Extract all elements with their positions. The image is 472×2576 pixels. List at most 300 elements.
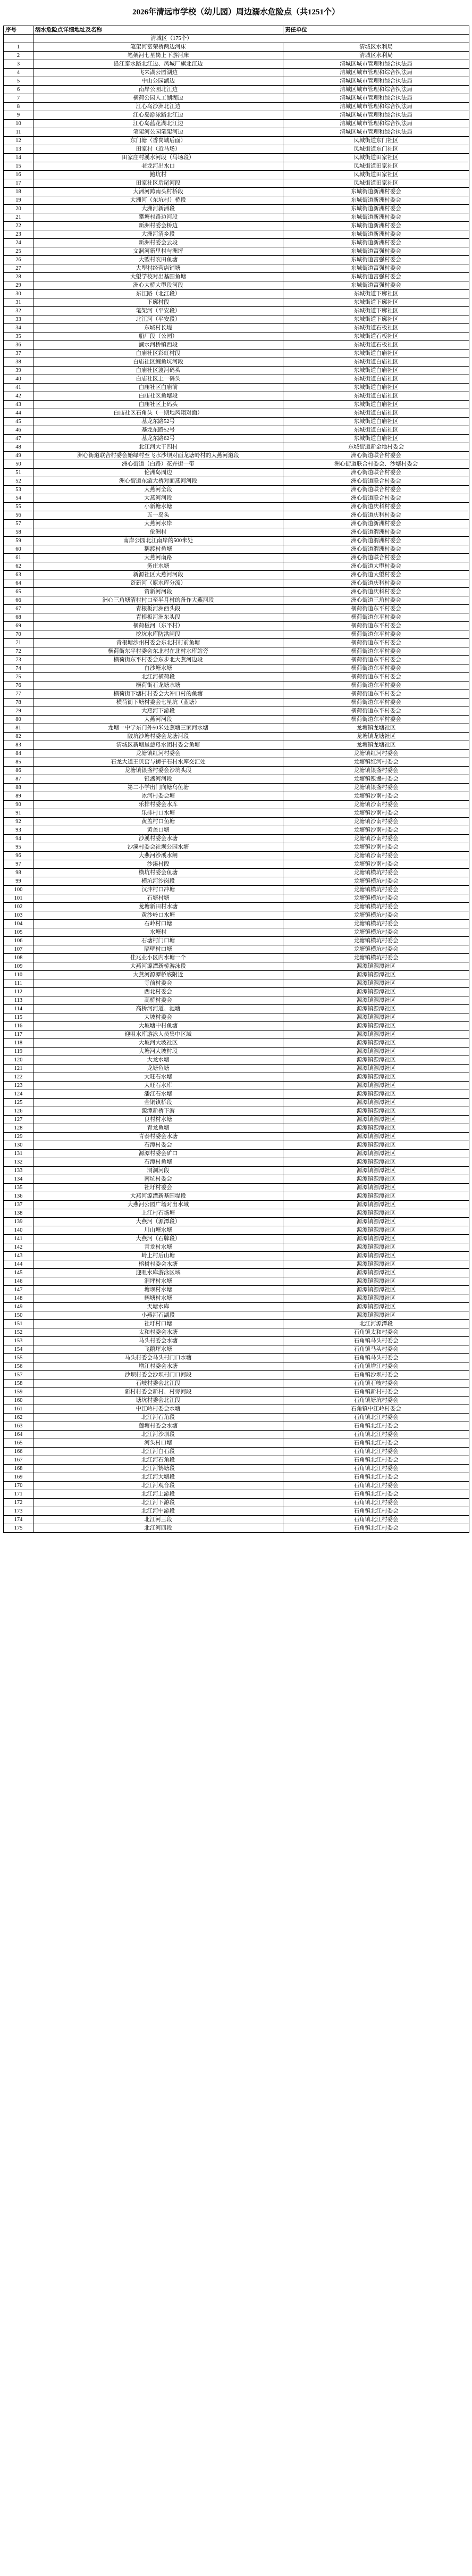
row-number: 60 (4, 545, 33, 554)
table-row (4, 699, 469, 707)
table-row (4, 571, 469, 579)
row-location: 伦洲岛周边 (33, 469, 283, 477)
table-row (4, 928, 469, 937)
row-location: 莲塘村委会水塘 (33, 1422, 283, 1431)
row-number: 24 (4, 239, 33, 247)
row-unit: 东城街道白庙社区 (283, 435, 469, 443)
row-unit: 源潭镇源潭社区 (283, 988, 469, 996)
table-row (4, 716, 469, 724)
table-row (4, 1337, 469, 1345)
row-location: 大坡塘中村鱼塘 (33, 1022, 283, 1031)
row-unit: 洲心街道庆科村委会 (283, 579, 469, 588)
row-number: 143 (4, 1252, 33, 1260)
row-location: 太和村委会水塘 (33, 1328, 283, 1337)
table-row (4, 1184, 469, 1192)
row-unit: 清城区城市管理和综合执法局 (283, 128, 469, 137)
table-row (4, 94, 469, 103)
table-row (4, 690, 469, 699)
table-row (4, 647, 469, 656)
row-location: 下廓村段 (33, 298, 283, 307)
table-row (4, 409, 469, 418)
row-unit: 源潭镇源潭社区 (283, 1294, 469, 1303)
row-number: 41 (4, 384, 33, 392)
row-unit: 石角镇北江村委会 (283, 1473, 469, 1482)
row-number: 13 (4, 145, 33, 154)
row-number: 159 (4, 1388, 33, 1397)
row-number: 51 (4, 469, 33, 477)
table-row (4, 894, 469, 903)
row-number: 54 (4, 494, 33, 503)
row-unit: 东城街道下廓社区 (283, 290, 469, 298)
row-number: 163 (4, 1422, 33, 1431)
row-number: 63 (4, 571, 33, 579)
table-row (4, 1124, 469, 1133)
row-unit: 石角镇北江村委会 (283, 1490, 469, 1499)
row-number: 55 (4, 503, 33, 511)
row-location: 新洲村委会桥边 (33, 222, 283, 230)
row-location: 源潭村委会矿口 (33, 1150, 283, 1158)
row-number: 133 (4, 1167, 33, 1175)
row-unit: 源潭镇源潭社区 (283, 1201, 469, 1209)
table-row (4, 1465, 469, 1473)
row-unit: 龙塘镇沙南村委会 (283, 860, 469, 869)
row-number: 65 (4, 588, 33, 596)
row-unit: 洲心街道大塱村委会 (283, 562, 469, 571)
table-row (4, 741, 469, 750)
row-unit: 源潭镇源潭社区 (283, 1013, 469, 1022)
row-unit: 龙塘镇横坑村委会 (283, 911, 469, 920)
row-unit: 石角镇塘坑村委会 (283, 1397, 469, 1405)
row-location: 大洲河（东坑村）桥段 (33, 196, 283, 205)
row-number: 75 (4, 673, 33, 682)
row-location: 新村村委会新村、村旁河段 (33, 1388, 283, 1397)
table-row (4, 1235, 469, 1243)
row-location: 水塘村 (33, 928, 283, 937)
row-unit: 东城街道石板社区 (283, 333, 469, 341)
table-row (4, 1320, 469, 1328)
row-unit: 龙塘镇横坑村委会 (283, 945, 469, 954)
row-location: 北江河大塘段 (33, 1473, 283, 1482)
row-location: 石塘村门口塘 (33, 937, 283, 945)
row-number: 28 (4, 273, 33, 281)
table-row (4, 1422, 469, 1431)
row-number: 153 (4, 1337, 33, 1345)
row-number: 171 (4, 1490, 33, 1499)
row-number: 106 (4, 937, 33, 945)
row-number: 164 (4, 1431, 33, 1439)
table-row (4, 1490, 469, 1499)
row-location: 沿江泰水路北江边、凤城厂旗北江边 (33, 60, 283, 69)
row-number: 69 (4, 622, 33, 630)
table-row (4, 877, 469, 886)
row-number: 117 (4, 1031, 33, 1039)
table-row (4, 792, 469, 801)
row-unit: 清城区城市管理和综合执法局 (283, 69, 469, 77)
row-number: 150 (4, 1311, 33, 1320)
header-unit: 责任单位 (283, 26, 469, 35)
row-location: 黄盖村口鱼塘 (33, 818, 283, 826)
row-number: 89 (4, 792, 33, 801)
row-unit: 源潭镇源潭社区 (283, 1184, 469, 1192)
row-number: 47 (4, 435, 33, 443)
row-number: 7 (4, 94, 33, 103)
row-number: 115 (4, 1013, 33, 1022)
row-location: 北江河三段 (33, 1516, 283, 1524)
table-row (4, 103, 469, 111)
row-number: 29 (4, 281, 33, 290)
row-unit: 东城街道新洲村委会 (283, 222, 469, 230)
row-number: 121 (4, 1065, 33, 1073)
row-number: 118 (4, 1039, 33, 1048)
row-unit: 龙塘镇红河村委会 (283, 750, 469, 758)
row-location: 老龙河出水口 (33, 162, 283, 171)
row-location: 横荷街东平村委会东北村在北村水库站旁 (33, 647, 283, 656)
row-unit: 洲心街道大塱村委会 (283, 571, 469, 579)
row-unit: 东城街道富强村委会 (283, 247, 469, 256)
table-row (4, 911, 469, 920)
table-row (4, 818, 469, 826)
table-row (4, 1448, 469, 1456)
row-unit: 东城街道白庙社区 (283, 409, 469, 418)
row-number: 86 (4, 767, 33, 775)
row-location: 龙塘鱼塘 (33, 1065, 283, 1073)
row-location: 良村村水塘 (33, 1116, 283, 1124)
table-row (4, 1260, 469, 1269)
table-row (4, 843, 469, 852)
row-number: 137 (4, 1201, 33, 1209)
row-number: 3 (4, 60, 33, 69)
row-number: 74 (4, 664, 33, 673)
row-number: 48 (4, 443, 33, 452)
table-row (4, 596, 469, 605)
header-location: 溺水危险点详细地址及名称 (33, 26, 283, 35)
row-location: 黄沙岭口水塘 (33, 911, 283, 920)
row-number: 90 (4, 801, 33, 809)
row-unit: 清城区城市管理和综合执法局 (283, 94, 469, 103)
row-unit: 石角镇北江村委会 (283, 1456, 469, 1465)
table-row (4, 1414, 469, 1422)
table-row (4, 1013, 469, 1022)
row-number: 105 (4, 928, 33, 937)
row-unit: 洲心街道新洲村委会 (283, 520, 469, 528)
row-number: 57 (4, 520, 33, 528)
row-number: 136 (4, 1192, 33, 1201)
table-row (4, 1380, 469, 1388)
table-row (4, 273, 469, 281)
hazard-table (3, 26, 469, 1533)
row-location: 船厂段（公园） (33, 333, 283, 341)
row-location: 社圩村委会 (33, 1184, 283, 1192)
row-unit: 洲心街道联合村委会 (283, 486, 469, 494)
row-unit: 东城街道新洲村委会 (283, 205, 469, 213)
row-location: 迎咀水库游泳人员集中区域 (33, 1031, 283, 1039)
row-location: 白庙社区渡河码头 (33, 367, 283, 375)
row-unit: 东城街道白庙社区 (283, 367, 469, 375)
row-location: 塘坝村水塘 (33, 1286, 283, 1294)
table-row (4, 1439, 469, 1448)
row-number: 132 (4, 1158, 33, 1167)
row-unit: 源潭镇源潭社区 (283, 1150, 469, 1158)
table-row (4, 520, 469, 528)
table-row (4, 860, 469, 869)
table-row (4, 1431, 469, 1439)
table-row (4, 639, 469, 647)
row-location: 大燕河（石牌段） (33, 1235, 283, 1243)
row-unit: 源潭镇源潭社区 (283, 1192, 469, 1201)
row-location: 川山塘水塘 (33, 1226, 283, 1235)
row-unit: 源潭镇源潭社区 (283, 1218, 469, 1226)
row-unit: 龙塘镇龙塘社区 (283, 733, 469, 741)
row-number: 98 (4, 869, 33, 877)
row-unit: 北江河源潭段 (283, 1320, 469, 1328)
row-number: 38 (4, 358, 33, 367)
table-row (4, 579, 469, 588)
row-location: 榕树村委会水塘 (33, 1260, 283, 1269)
table-row (4, 1499, 469, 1507)
row-number: 25 (4, 247, 33, 256)
row-number: 172 (4, 1499, 33, 1507)
row-location: 洞坪村水塘 (33, 1277, 283, 1286)
table-row (4, 196, 469, 205)
row-unit: 源潭镇源潭社区 (283, 1260, 469, 1269)
row-number: 56 (4, 511, 33, 520)
row-location: 大塱村经营店铺塘 (33, 264, 283, 273)
row-unit: 洲心街道联合村委会 (283, 477, 469, 486)
row-location: 北江河（平安段） (33, 315, 283, 324)
row-location: 江心岛蓝花湖北江边 (33, 120, 283, 128)
row-unit: 龙塘镇横坑村委会 (283, 903, 469, 911)
row-location: 龙塘一中学东门外50米处燕塘三家河水塘 (33, 724, 283, 733)
row-location: 北江河上游段 (33, 1490, 283, 1499)
table-row (4, 1048, 469, 1056)
row-number: 157 (4, 1371, 33, 1380)
table-body (4, 35, 469, 1533)
row-unit: 源潭镇源潭社区 (283, 1005, 469, 1013)
row-number: 122 (4, 1073, 33, 1082)
row-number: 18 (4, 188, 33, 196)
row-unit: 源潭镇源潭社区 (283, 1226, 469, 1235)
row-unit: 石角镇北江村委会 (283, 1482, 469, 1490)
table-row (4, 1362, 469, 1371)
row-location: 马头村委会水塘 (33, 1337, 283, 1345)
row-location: 乐排村口水塘 (33, 809, 283, 818)
row-number: 34 (4, 324, 33, 333)
row-unit: 洲心街道庆科村委会 (283, 503, 469, 511)
table-row (4, 1099, 469, 1107)
row-unit: 洲心街道庆科村委会 (283, 588, 469, 596)
table-row (4, 954, 469, 962)
row-location: 河头村口塘 (33, 1439, 283, 1448)
row-number: 100 (4, 886, 33, 894)
row-location: 大坡村委会 (33, 1013, 283, 1022)
table-row (4, 435, 469, 443)
table-row (4, 1158, 469, 1167)
row-number: 37 (4, 350, 33, 358)
row-number: 91 (4, 809, 33, 818)
table-row (4, 724, 469, 733)
row-number: 21 (4, 213, 33, 222)
table-row (4, 239, 469, 247)
table-row (4, 179, 469, 188)
table-row (4, 1133, 469, 1141)
row-location: 白庙社区上一码头 (33, 375, 283, 384)
row-number: 173 (4, 1507, 33, 1516)
row-number: 81 (4, 724, 33, 733)
row-location: 横荷街石龙塘水塘 (33, 682, 283, 690)
row-number: 174 (4, 1516, 33, 1524)
row-unit: 源潭镇源潭社区 (283, 1269, 469, 1277)
row-location: 塘坑村委会北江段 (33, 1397, 283, 1405)
row-number: 76 (4, 682, 33, 690)
row-location: 田家村（近马场） (33, 145, 283, 154)
table-row (4, 1107, 469, 1116)
table-row (4, 324, 469, 333)
row-number: 134 (4, 1175, 33, 1184)
row-location: 白沙塘水塘 (33, 664, 283, 673)
row-unit: 源潭镇源潭社区 (283, 1124, 469, 1133)
row-number: 36 (4, 341, 33, 350)
row-number: 129 (4, 1133, 33, 1141)
row-number: 151 (4, 1320, 33, 1328)
row-number: 79 (4, 707, 33, 716)
row-unit: 洲心街道庆科村委会 (283, 511, 469, 520)
table-row (4, 1388, 469, 1397)
row-location: 高桥河河道、池塘 (33, 1005, 283, 1013)
row-number: 108 (4, 954, 33, 962)
row-unit: 源潭镇源潭社区 (283, 1286, 469, 1294)
row-unit: 横荷街道东平村委会 (283, 690, 469, 699)
table-row (4, 1507, 469, 1516)
row-unit: 洲心街道渭洲村委会 (283, 528, 469, 537)
table-row (4, 1209, 469, 1218)
row-unit: 凤城街道田家社区 (283, 171, 469, 179)
table-row (4, 426, 469, 435)
row-location: 龙塘镇红河村委会 (33, 750, 283, 758)
row-location: 青龙村水塘 (33, 1243, 283, 1252)
row-location: 龙塘新田村水塘 (33, 903, 283, 911)
row-number: 53 (4, 486, 33, 494)
row-location: 迎咀水库游泳区域 (33, 1269, 283, 1277)
row-unit: 清城区水利局 (283, 52, 469, 60)
row-unit: 石角镇北江村委会 (283, 1448, 469, 1456)
table-row (4, 120, 469, 128)
row-unit: 石角镇北江村委会 (283, 1524, 469, 1533)
row-unit: 龙塘镇沙南村委会 (283, 852, 469, 860)
row-unit: 清城区城市管理和综合执法局 (283, 86, 469, 94)
row-unit: 源潭镇源潭社区 (283, 1116, 469, 1124)
row-location: 小燕河石湖段 (33, 1311, 283, 1320)
row-unit: 清城区城市管理和综合执法局 (283, 103, 469, 111)
row-location: 大坡河大坡社区 (33, 1039, 283, 1048)
row-location: 北江河横荷段 (33, 673, 283, 682)
row-number: 59 (4, 537, 33, 545)
row-location: 资新河（原水库分流） (33, 579, 283, 588)
row-location: 横荷街东平村委会东步北大燕河边段 (33, 656, 283, 664)
row-location: 攀塘村路边河段 (33, 213, 283, 222)
table-row (4, 988, 469, 996)
table-row (4, 1524, 469, 1533)
row-number: 87 (4, 775, 33, 784)
row-location: 大洲河新洲段 (33, 205, 283, 213)
row-number: 149 (4, 1303, 33, 1311)
row-unit: 清城区城市管理和综合执法局 (283, 60, 469, 69)
row-location: 银盏河河段 (33, 775, 283, 784)
row-number: 1 (4, 43, 33, 52)
row-unit: 源潭镇源潭社区 (283, 979, 469, 988)
row-unit: 东城街道白庙社区 (283, 375, 469, 384)
row-number: 40 (4, 375, 33, 384)
row-location: 北江河石角段 (33, 1456, 283, 1465)
row-location: 基龙东路52号 (33, 418, 283, 426)
table-row (4, 733, 469, 741)
row-location: 陂坑沙塘村委会龙塘河段 (33, 733, 283, 741)
row-unit: 石角镇太和村委会 (283, 1328, 469, 1337)
table-row (4, 784, 469, 792)
row-number: 170 (4, 1482, 33, 1490)
row-unit: 石角镇马头村委会 (283, 1354, 469, 1362)
row-number: 99 (4, 877, 33, 886)
row-location: 沙溪村委会社坝公园水塘 (33, 843, 283, 852)
row-location: 中山公园湖边 (33, 77, 283, 86)
row-location: 青龙鱼塘 (33, 1124, 283, 1133)
table-row (4, 281, 469, 290)
row-location: 北江河下游段 (33, 1499, 283, 1507)
row-number: 148 (4, 1294, 33, 1303)
table-row (4, 537, 469, 545)
row-location: 南坑村委会 (33, 1175, 283, 1184)
row-number: 97 (4, 860, 33, 869)
table-row (4, 605, 469, 613)
row-unit: 东城街道白庙社区 (283, 401, 469, 409)
row-number: 39 (4, 367, 33, 375)
row-unit: 龙塘镇沙南村委会 (283, 801, 469, 809)
row-unit: 凤城街道东门社区 (283, 145, 469, 154)
row-number: 33 (4, 315, 33, 324)
row-location: 冰河村委会塘 (33, 792, 283, 801)
row-number: 42 (4, 392, 33, 401)
row-unit: 龙塘镇横坑村委会 (283, 869, 469, 877)
table-row (4, 554, 469, 562)
table-row (4, 920, 469, 928)
row-location: 洲心大桥大塱段河段 (33, 281, 283, 290)
row-unit: 凤城街道田家社区 (283, 162, 469, 171)
row-number: 140 (4, 1226, 33, 1235)
row-location: 大燕河河段 (33, 716, 283, 724)
table-row (4, 52, 469, 60)
table-row (4, 460, 469, 469)
table-row (4, 1277, 469, 1286)
row-location: 源潭新桥下游 (33, 1107, 283, 1116)
row-unit: 源潭镇源潭社区 (283, 1056, 469, 1065)
row-number: 156 (4, 1362, 33, 1371)
row-number: 35 (4, 333, 33, 341)
table-row (4, 937, 469, 945)
row-location: 乐排村委会水库 (33, 801, 283, 809)
table-row (4, 630, 469, 639)
row-number: 16 (4, 171, 33, 179)
row-unit: 洲心街道联合村委会 (283, 554, 469, 562)
row-location: 鲍坑村 (33, 171, 283, 179)
row-location: 伦洲村 (33, 528, 283, 537)
row-number: 145 (4, 1269, 33, 1277)
table-row (4, 1294, 469, 1303)
row-unit: 龙塘镇沙南村委会 (283, 818, 469, 826)
row-unit: 源潭镇源潭社区 (283, 1158, 469, 1167)
row-number: 77 (4, 690, 33, 699)
row-location: 佳兆业小区内水塘一个 (33, 954, 283, 962)
row-location: 沙坝村委会沙坝村门口河段 (33, 1371, 283, 1380)
table-row (4, 588, 469, 596)
